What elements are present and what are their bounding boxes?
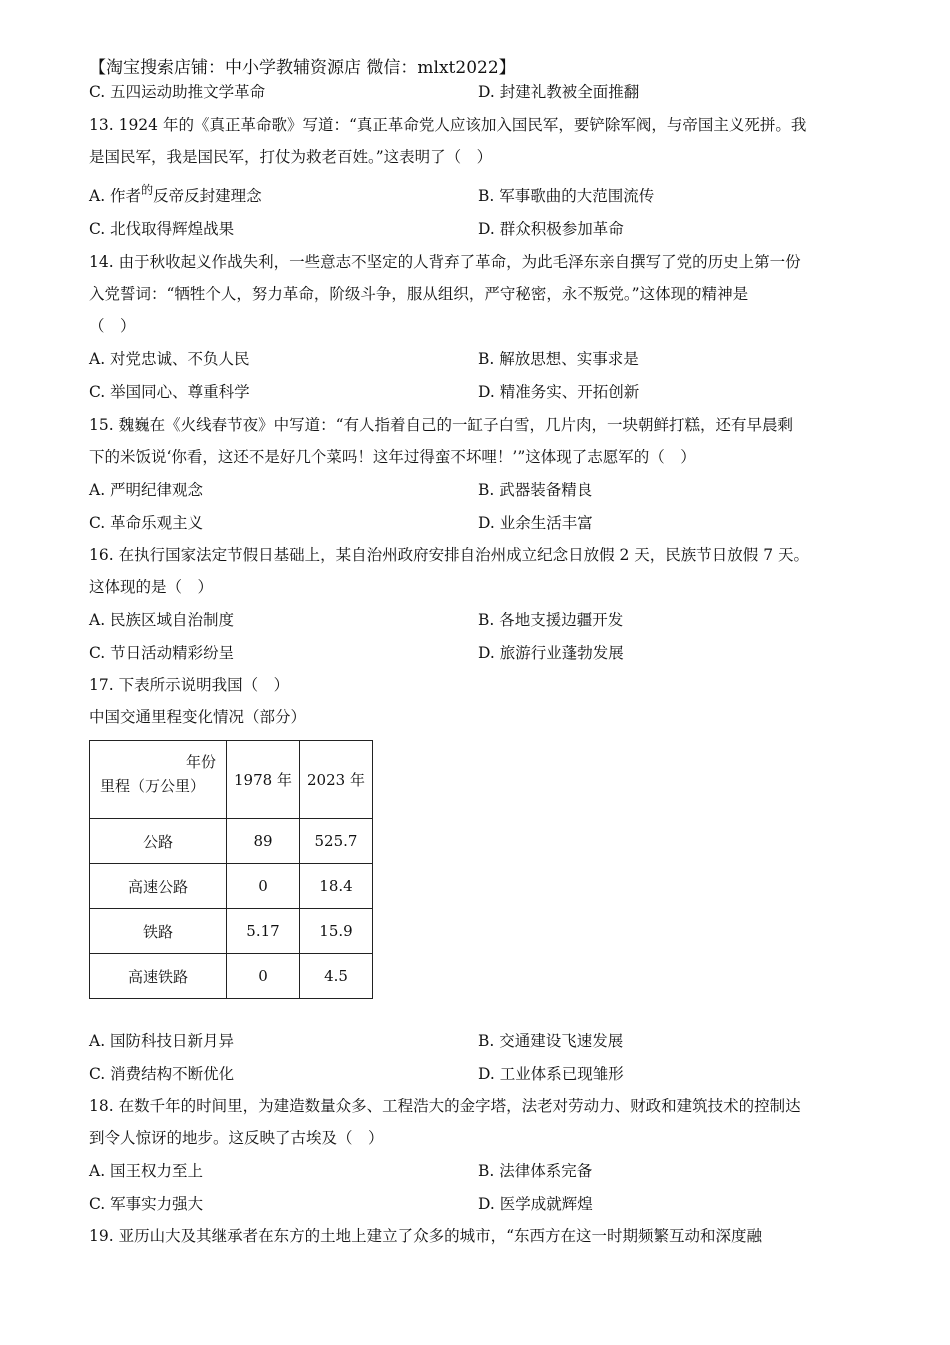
q13-stem-line2: 是国民军，我是国民军，打仗为救老百姓。”这表明了（ ） — [89, 148, 493, 166]
table-title: 中国交通里程变化情况（部分） — [89, 708, 307, 726]
row-value-2023: 18.4 — [300, 864, 373, 909]
q18-option-b: B. 法律体系完备 — [478, 1162, 593, 1180]
q15-stem-line2: 下的米饭说‘你看，这还不是好几个菜吗！这年过得蛮不坏哩！’”这体现了志愿军的（ ） — [89, 448, 696, 466]
table-diagonal-header — [90, 741, 227, 819]
q15-option-c: C. 革命乐观主义 — [89, 514, 204, 532]
q14-stem-line3: （ ） — [89, 317, 136, 335]
q16-option-a: A. 民族区域自治制度 — [89, 611, 235, 629]
q17-option-d: D. 工业体系已现雏形 — [478, 1065, 624, 1083]
q13-option-a-sup: 的 — [141, 183, 154, 197]
q14-option-d: D. 精准务实、开拓创新 — [478, 383, 640, 401]
row-value-1978: 0 — [227, 864, 300, 909]
table-row — [90, 954, 373, 999]
q17-stem-line1: 17. 下表所示说明我国（ ） — [89, 676, 290, 694]
q16-option-c: C. 节日活动精彩纷呈 — [89, 644, 235, 662]
q18-option-a: A. 国王权力至上 — [89, 1162, 204, 1180]
header-year-label: 年份 — [185, 753, 216, 771]
row-value-2023: 525.7 — [300, 819, 373, 864]
q13-option-c: C. 北伐取得辉煌战果 — [89, 220, 235, 238]
row-value-1978: 89 — [227, 819, 300, 864]
header-mileage-label: 里程（万公里） — [100, 777, 206, 795]
shop-header: 【淘宝搜索店铺：中小学教辅资源店 微信：mlxt2022】 — [89, 58, 516, 78]
table-header-row — [90, 741, 373, 819]
q15-option-b: B. 武器装备精良 — [478, 481, 593, 499]
q15-option-a: A. 严明纪律观念 — [89, 481, 204, 499]
q13-option-d: D. 群众积极参加革命 — [478, 220, 624, 238]
row-value-1978: 5.17 — [227, 909, 300, 954]
q16-stem-line1: 16. 在执行国家法定节假日基础上，某自治州政府安排自治州成立纪念日放假 2 天，民族节日放假 7 天。 — [89, 546, 810, 564]
table-row — [90, 909, 373, 954]
q13-option-a-pre: A. 作者 — [89, 187, 142, 205]
row-value-1978: 0 — [227, 954, 300, 999]
q12-option-c: C. 五四运动助推文学革命 — [89, 83, 266, 101]
q17-option-b: B. 交通建设飞速发展 — [478, 1032, 624, 1050]
q13-stem-line1: 13. 1924 年的《真正革命歌》写道：“真正革命党人应该加入国民军，要铲除军阀，与帝国主义死拼。我 — [89, 116, 807, 134]
q18-stem-line2: 到令人惊讶的地步。这反映了古埃及（ ） — [89, 1129, 384, 1147]
mileage-table — [89, 740, 373, 999]
table-row — [90, 819, 373, 864]
q12-option-d: D. 封建礼教被全面推翻 — [478, 83, 640, 101]
row-label: 铁路 — [90, 909, 227, 954]
q17-option-c: C. 消费结构不断优化 — [89, 1065, 235, 1083]
q16-stem-line2: 这体现的是（ ） — [89, 578, 214, 596]
q15-option-d: D. 业余生活丰富 — [478, 514, 593, 532]
q13-option-a — [89, 183, 262, 205]
q16-option-d: D. 旅游行业蓬勃发展 — [478, 644, 624, 662]
q15-stem-line1: 15. 魏巍在《火线春节夜》中写道：“有人指着自己的一缸子白雪，几片肉，一块朝鲜打糕，还有早晨剩 — [89, 416, 794, 434]
row-label: 高速公路 — [90, 864, 227, 909]
row-label: 公路 — [90, 819, 227, 864]
q14-option-b: B. 解放思想、实事求是 — [478, 350, 639, 368]
q17-option-a: A. 国防科技日新月异 — [89, 1032, 235, 1050]
row-value-2023: 4.5 — [300, 954, 373, 999]
q14-stem-line1: 14. 由于秋收起义作战失利，一些意志不坚定的人背弃了革命，为此毛泽东亲自撰写了党的历史上第一份 — [89, 253, 801, 271]
q14-option-c: C. 举国同心、尊重科学 — [89, 383, 250, 401]
q18-stem-line1: 18. 在数千年的时间里，为建造数量众多、工程浩大的金字塔，法老对劳动力、财政和建筑技术的控制达 — [89, 1097, 801, 1115]
header-2023: 2023 年 — [300, 741, 373, 819]
q14-stem-line2: 入党誓词：“牺牲个人，努力革命，阶级斗争，服从组织，严守秘密，永不叛党。”这体现的精神是 — [89, 285, 749, 303]
table-row — [90, 864, 373, 909]
q16-option-b: B. 各地支援边疆开发 — [478, 611, 624, 629]
q13-option-b: B. 军事歌曲的大范围流传 — [478, 187, 655, 205]
row-label: 高速铁路 — [90, 954, 227, 999]
q13-option-a-post: 反帝反封建理念 — [153, 187, 262, 205]
q19-stem-line1: 19. 亚历山大及其继承者在东方的土地上建立了众多的城市，“东西方在这一时期频繁互动和深度融 — [89, 1227, 763, 1245]
header-1978: 1978 年 — [227, 741, 300, 819]
row-value-2023: 15.9 — [300, 909, 373, 954]
q18-option-c: C. 军事实力强大 — [89, 1195, 204, 1213]
q18-option-d: D. 医学成就辉煌 — [478, 1195, 593, 1213]
q14-option-a: A. 对党忠诚、不负人民 — [89, 350, 250, 368]
